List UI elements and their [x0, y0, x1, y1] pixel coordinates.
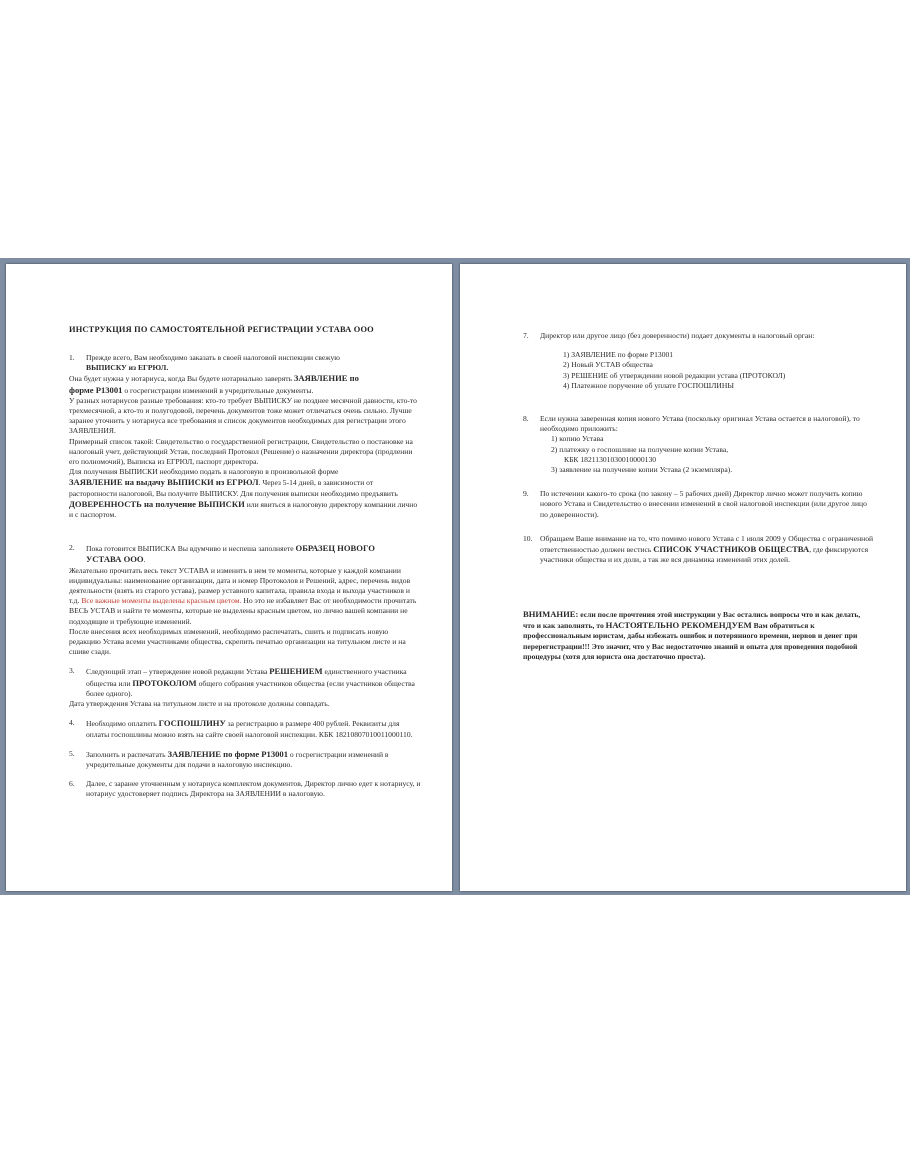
section-5: [69, 749, 421, 770]
section-8-list: [523, 434, 875, 475]
section-8-text: Если нужна заверенная копия нового Устава (поскольку оригинал Устава остается в налоговой), то необходимо приложить:: [540, 414, 860, 434]
list-item: 1) ЗАЯВЛЕНИЕ по форме Р13001: [563, 350, 674, 360]
section-1-bold-h: ЗАЯВЛЕНИЕ на выдачу ВЫПИСКИ из ЕГРЮЛ: [69, 477, 259, 488]
section-7-text: Директор или другое лицо (без доверенности) подает документы в налоговый орган:: [540, 331, 815, 340]
section-1-text-c: Она будет нужна у нотариуса, когда Вы будете нотариально заверять: [69, 374, 294, 384]
section-1-bold-2: из ЕГРЮЛ.: [126, 363, 169, 373]
section-1-text: Прежде всего, Вам необходимо заказать в своей налоговой инспекции свежую: [86, 353, 340, 362]
list-item: 1) копию Устава: [551, 434, 604, 444]
left-page-body: [69, 353, 421, 800]
section-3-text-3: общего собрания участников общества (если участников общества более одного).: [86, 678, 415, 698]
section-1-number: 1.: [69, 353, 75, 362]
section-3-bold-2: ПРОТОКОЛОМ: [132, 677, 197, 688]
section-1-bold-d: форме Р13001: [69, 384, 123, 395]
section-2-text-d: Но это не избавляет Вас от необходимости прочитать ВЕСЬ УСТАВ и найти те моменты, которые не выделены красным цветом, но лично вашей компании не подходящие и требующие изменений.: [69, 596, 417, 626]
section-8: [523, 414, 875, 475]
document-viewer: [0, 258, 910, 895]
section-9-number: 9.: [523, 489, 529, 499]
section-3-bold: РЕШЕНИЕМ: [269, 666, 323, 677]
section-4-text: Необходимо оплатить: [86, 719, 159, 729]
section-2-number: 2.: [69, 543, 75, 553]
section-6-number: 6.: [69, 779, 75, 789]
section-9: [523, 489, 875, 520]
section-5-text: Заполнить и распечатать: [86, 749, 168, 759]
list-item: КБК 18211301030010000130: [564, 454, 657, 464]
section-3-text-b: Дата утверждения Устава на титульном листе и на протоколе должны совпадать.: [69, 699, 330, 709]
section-3-text-2: единственного участника общества или: [86, 667, 407, 688]
section-4-bold: ГОСПОШЛИНУ: [158, 718, 226, 729]
section-1-bold-h2: ДОВЕРЕННОСТЬ на получение ВЫПИСКИ: [69, 498, 245, 509]
section-5-number: 5.: [69, 748, 75, 758]
section-1-text-h: . Через 5-14 дней, в зависимости от расторопности налоговой, Вы получите ВЫПИСКУ. Для получения выписки необходимо предъявить: [69, 478, 398, 498]
section-3-number: 3.: [69, 666, 75, 676]
section-6-text: Далее, с заранее уточненным у нотариуса комплектом документов, Директор лично едет к нотариусу, и нотариус удостоверяет подпись Директора на ЗАЯВЛЕНИИ в налоговую.: [86, 779, 421, 799]
section-1: [69, 353, 421, 520]
section-1-bold: ВЫПИСКУ: [86, 363, 127, 373]
list-item: 3) РЕШЕНИЕ об утверждении новой редакции устава (ПРОТОКОЛ): [563, 370, 786, 380]
section-1-bold-c: ЗАЯВЛЕНИЕ по: [293, 373, 359, 384]
section-7-list: [523, 350, 875, 391]
section-2-text: Пока готовится ВЫПИСКА Вы вдумчиво и неспеша заполняете: [86, 544, 296, 554]
section-6: [69, 779, 421, 799]
section-9-text: По истечении какого-то срока (по закону – 5 рабочих дней) Директор лично может получить копию нового Устава и Свидетельство о внесении изменений в свой налоговой инспекции (или другое лицо по доверенности).: [540, 489, 867, 519]
document-title: ИНСТРУКЦИЯ ПО САМОСТОЯТЕЛЬНОЙ РЕГИСТРАЦИИ УСТАВА ООО: [69, 325, 374, 334]
warning-emphasis: НАСТОЯТЕЛЬНО РЕКОМЕНДУЕМ: [605, 620, 752, 631]
section-10-text: Обращаем Ваше внимание на то, что помимо нового Устава с 1 июля 2009 у Общества с ограниченной ответственностью должен вестись: [540, 533, 874, 555]
page-right: [460, 264, 906, 891]
section-1-text-e: У разных нотариусов разные требования: кто-то требует ВЫПИСКУ не позднее месячной давности, кто-то трехмесячной, а кто-то и полугодовой, перечень документов тоже может отличаться очень сильно. Лучше заранее уточнить у нотариуса все требования и список документов необходимых для регистрации этого ЗАЯВЛЕНИЯ.: [69, 395, 417, 436]
section-2-red-note: Все важные моменты выделены красным цветом.: [81, 596, 242, 606]
section-4: [69, 718, 421, 739]
section-1-text-f: Примерный список такой: Свидетельство о государственной регистрации, Свидетельство о постановке на налоговый учет, действующий Устав, последний Протокол (Решение) о назначении директора (продлении его полномочий), Выписка из ЕГРЮЛ, паспорт директора.: [69, 436, 413, 467]
section-8-number: 8.: [523, 414, 529, 424]
section-10-number: 10.: [523, 533, 533, 543]
section-2-text-c: Желательно прочитать весь текст УСТАВА и изменить в нем те моменты, которые у каждой компании индивидуальны: наименование организации, дата и номер Протоколов и Решений, адрес, перечень видов деятельности (взять из старого устава), размер уставного капитала, правила входа и выхода участников и т.д.: [69, 565, 411, 606]
section-1-text-g: Для получения ВЫПИСКИ необходимо подать в налоговую в произвольной форме: [69, 467, 339, 477]
warning-label: ВНИМАНИЕ:: [523, 609, 579, 619]
section-1-text-d: о госрегистрации изменений в учредительные документы.: [122, 385, 314, 395]
section-7: [523, 331, 875, 391]
list-item: 3) заявление на получение копии Устава (2 экземпляра).: [551, 465, 733, 475]
section-5-text-2: о госрегистрации изменений в учредительные документы для подачи в налоговую инспекцию.: [86, 749, 389, 769]
list-item: 4) Платежное поручение об уплате ГОСПОШЛИНЫ: [563, 380, 734, 390]
list-item: 2) платежку о госпошлине на получение копии Устава,: [551, 444, 729, 454]
section-2: [69, 543, 421, 657]
page-left: [6, 264, 452, 891]
section-10-text-2: , где фиксируются участники общества и их доли, а так же вся динамика изменений этих долей.: [540, 545, 869, 565]
section-3: [69, 666, 421, 709]
section-3-text: Следующий этап – утверждение новой редакции Устава: [86, 667, 270, 677]
section-10: [523, 534, 875, 566]
section-5-bold: ЗАЯВЛЕНИЕ по форме Р13001: [167, 748, 289, 759]
right-page-body: [523, 331, 875, 565]
section-4-text-2: за регистрацию в размере 400 рублей. Реквизиты для оплаты госпошлины можно взять на сайте своей налоговой инспекции. КБК 18210807010011000110.: [86, 719, 413, 739]
section-2-text-e: После внесения всех необходимых изменений, необходимо распечатать, сшить и подписать новую редакцию Устава всеми участниками общества, скрепить печатью организации на титульном листе и на сшиве сзади.: [69, 626, 406, 657]
list-item: 2) Новый УСТАВ общества: [563, 360, 653, 370]
warning-block: [523, 609, 873, 662]
warning-text: если после прочтения этой инструкции у Вас остались вопросы что и как делать, что и как заполнять, то: [523, 610, 861, 631]
section-2-bold-b: УСТАВА ООО: [86, 554, 144, 565]
warning-text-2: Вам обратиться к профессиональным юристам, дабы избежать ошибок и потерянного времени, нервов и денег при перерегистрации!!! Это значит, что у Вас недостаточно знаний и опыта для проведения подобной процедуры (хотя для юриста она достаточно проста).: [523, 621, 858, 661]
section-1-text-h2: или явиться в налоговую директору компании лично и с паспортом.: [69, 499, 418, 520]
section-2-bold: ОБРАЗЕЦ НОВОГО: [295, 543, 375, 554]
section-4-number: 4.: [69, 718, 75, 728]
section-10-bold: СПИСОК УЧАСТНИКОВ ОБЩЕСТВА: [653, 544, 810, 555]
section-2-text-b: .: [143, 555, 146, 565]
section-7-number: 7.: [523, 331, 529, 340]
